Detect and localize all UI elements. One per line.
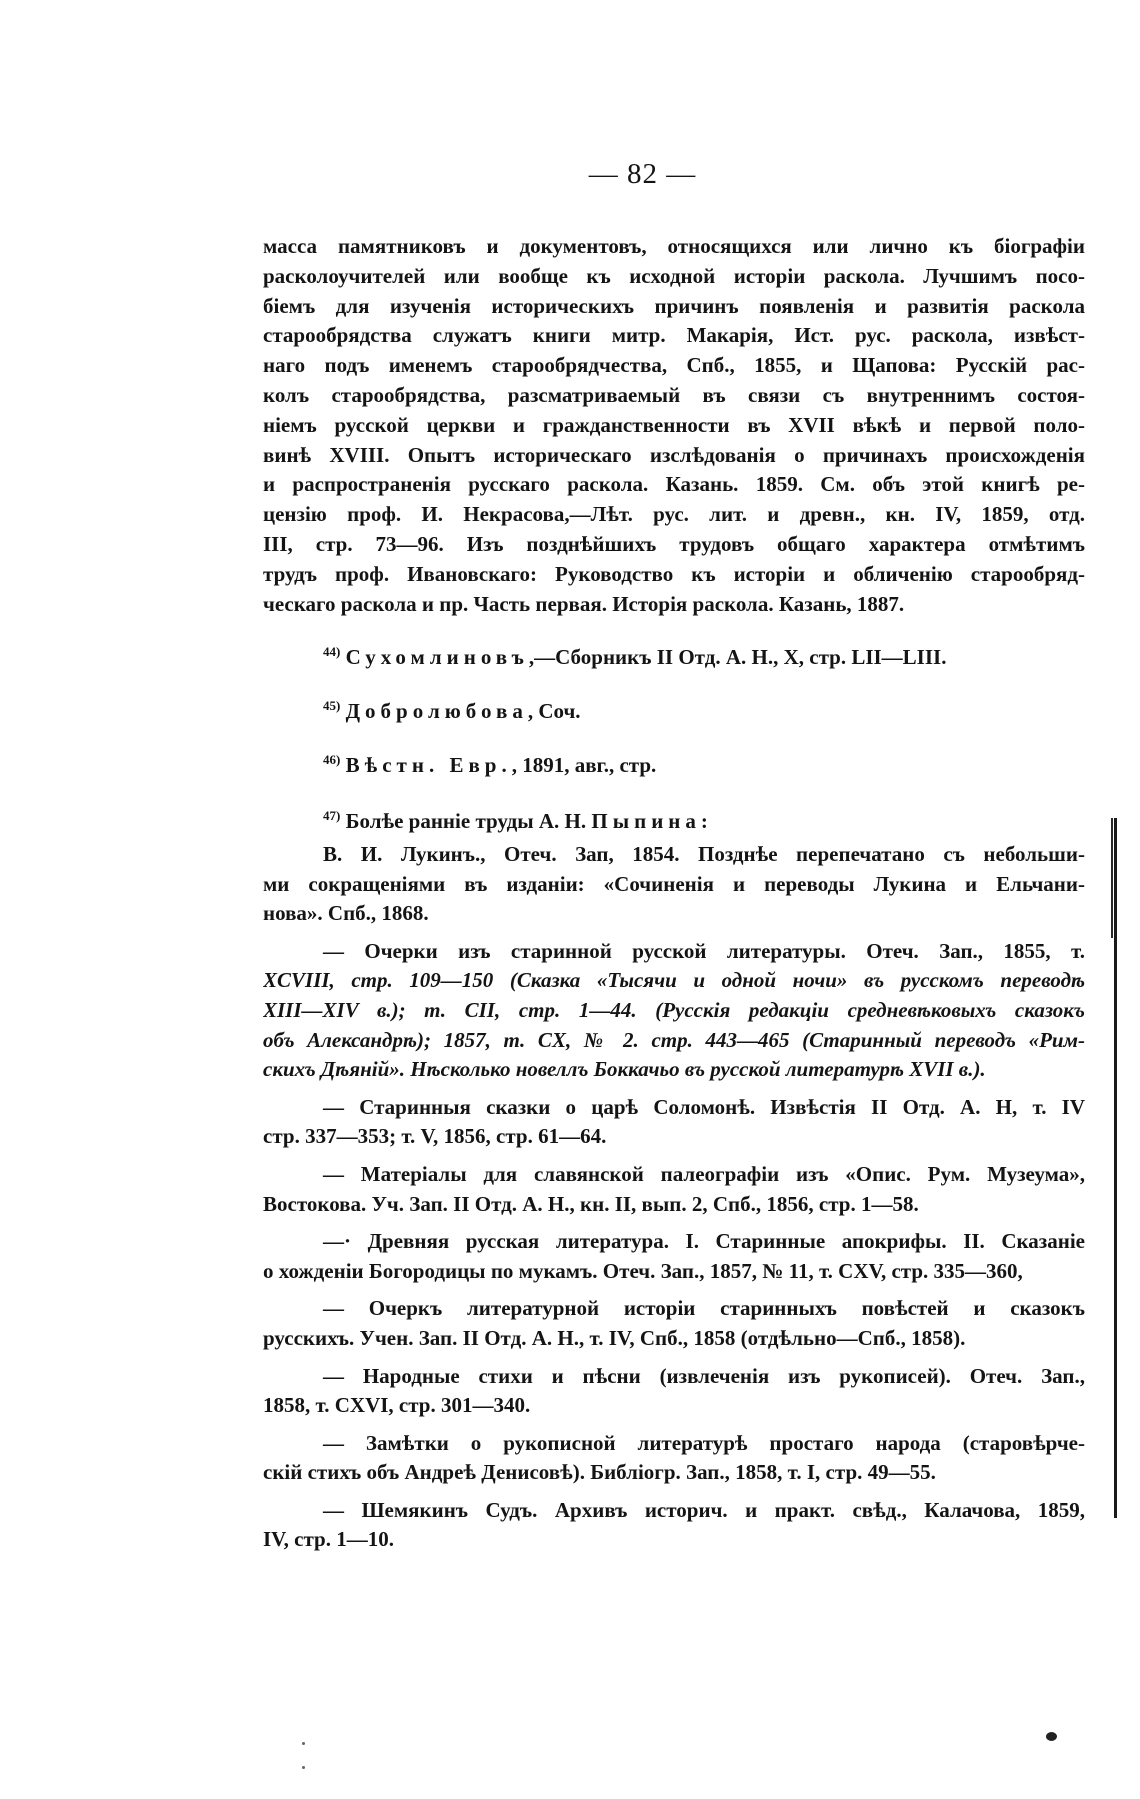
footnote-47-heading	[263, 808, 1085, 834]
ink-speck	[1046, 1732, 1057, 1741]
text-line: винѣ XVIII. Опытъ историческаго изслѣдованія о причинахъ происхожденія	[263, 442, 1085, 467]
footnote-46	[263, 752, 1085, 778]
text-line: IV, стр. 1—10.	[263, 1527, 394, 1552]
text-line: объ Александрѣ); 1857, т. CX, № 2. стр. 443—465 (Старинный переводъ «Рим-	[263, 1027, 1085, 1052]
bibliography-entry	[263, 937, 1085, 1085]
text-line: — Очерки изъ старинной русской литературы. Отеч. Зап., 1855, т.	[323, 938, 1085, 963]
text-line: наго подъ именемъ старообрядчества, Спб., 1855, и Щапова: Русскій рас-	[263, 353, 1085, 378]
text-line: старообрядства служатъ книги митр. Макарія, Ист. рус. раскола, извѣст-	[263, 323, 1085, 348]
text-line: ніемъ русской церкви и гражданственности въ XVII вѣкѣ и первой поло-	[263, 412, 1085, 437]
footnote-number: 45)	[323, 698, 341, 713]
text-line: XCVIII, стр. 109—150 (Сказка «Тысячи и одной ночи» въ русскомъ переводѣ	[263, 968, 1085, 993]
text-line: — Замѣтки о рукописной литературѣ простаго народа (старовѣрче-	[323, 1430, 1085, 1455]
text-line: скихъ Дѣяній». Нѣсколько новеллъ Боккачьо въ русской литературѣ XVII в.).	[263, 1057, 986, 1082]
text-line: ческаго раскола и пр. Часть первая. Исторія раскола. Казань, 1887.	[263, 591, 905, 616]
text-line: стр. 337—353; т. V, 1856, стр. 61—64.	[263, 1124, 607, 1149]
bibliography-entry	[263, 1294, 1085, 1353]
text-line: трудъ проф. Ивановскаго: Руководство къ исторіи и обличенію старообряд-	[263, 561, 1085, 586]
text-line: и распространенія русскаго раскола. Казань. 1859. См. объ этой книгѣ ре-	[263, 472, 1085, 497]
text-line: колъ старообрядства, разсматриваемый въ связи съ внутреннимъ состоя-	[263, 382, 1085, 407]
footnote-author: Вѣстн. Евр.	[345, 753, 512, 777]
page-number: — 82 —	[588, 158, 697, 190]
text-line: нова». Спб., 1868.	[263, 901, 429, 926]
text-line: — Матеріалы для славянской палеографіи изъ «Опис. Рум. Музеума»,	[323, 1161, 1085, 1186]
footnote-44	[263, 644, 1085, 670]
bibliography-entry	[263, 1496, 1085, 1555]
text-line: цензію проф. И. Некрасова,—Лѣт. рус. лит. и древн., кн. IV, 1859, отд.	[263, 502, 1085, 527]
footnote-text: :	[700, 809, 708, 833]
text-line: ми сокращеніями въ изданіи: «Сочиненія и переводы Лукина и Ельчани-	[263, 871, 1085, 896]
margin-rule	[1111, 818, 1113, 938]
bibliography-entry	[263, 1429, 1085, 1488]
text-line: 1858, т. CXVI, стр. 301—340.	[263, 1393, 531, 1418]
text-line: XIII—XIV в.); т. CII, стр. 1—44. (Русскія редакціи средневѣковыхъ сказокъ	[263, 997, 1085, 1022]
footnote-number: 47)	[323, 808, 341, 823]
ink-speck	[302, 1742, 305, 1745]
footnote-text: , Соч.	[527, 699, 581, 723]
text-line: —· Древняя русская литература. I. Старинные апокрифы. II. Сказаніе	[323, 1229, 1085, 1254]
text-line: Востокова. Уч. Зап. II Отд. А. Н., кн. II, вып. 2, Спб., 1856, стр. 1—58.	[263, 1191, 919, 1216]
text-line: біемъ для изученія историческихъ причинъ появленія и развитія раскола	[263, 293, 1085, 318]
bibliography-entry	[263, 1093, 1085, 1152]
text-line: — Народные стихи и пѣсни (извлеченія изъ рукописей). Отеч. Зап.,	[323, 1363, 1085, 1388]
footnote-author: Пыпина	[591, 809, 701, 833]
bibliography-entry	[263, 1362, 1085, 1421]
text-line: В. И. Лукинъ., Отеч. Зап, 1854. Позднѣе перепечатано съ небольши-	[323, 842, 1085, 866]
footnote-author: Сухомлиновъ	[345, 645, 529, 669]
footnote-text: ,—Сборникъ II Отд. А. Н., X, стр. LII—LIII.	[528, 645, 947, 669]
bibliography-entry	[263, 1160, 1085, 1219]
footnote-47-entries	[263, 840, 1085, 1563]
text-line: скій стихъ объ Андреѣ Денисовѣ). Библіогр. Зап., 1858, т. I, стр. 49—55.	[263, 1460, 936, 1485]
text-line: расколоучителей или вообще къ исходной исторіи раскола. Лучшимъ посо-	[263, 263, 1085, 288]
text-line: — Старинныя сказки о царѣ Соломонѣ. Извѣстія II Отд. А. Н, т. IV	[323, 1094, 1085, 1119]
text-line: — Шемякинъ Судъ. Архивъ историч. и практ. свѣд., Калачова, 1859,	[323, 1497, 1085, 1522]
text-line: — Очеркъ литературной исторіи старинныхъ повѣстей и сказокъ	[323, 1296, 1085, 1321]
footnote-text: , 1891, авг., стр.	[511, 753, 657, 777]
main-paragraph	[263, 232, 1085, 619]
text-line: III, стр. 73—96. Изъ позднѣйшихъ трудовъ общаго характера отмѣтимъ	[263, 531, 1085, 556]
footnote-author: Добролюбова	[345, 699, 528, 723]
footnote-number: 46)	[323, 752, 341, 767]
text-line: русскихъ. Учен. Зап. II Отд. А. Н., т. IV, Спб., 1858 (отдѣльно—Спб., 1858).	[263, 1325, 966, 1350]
footnote-45	[263, 698, 1085, 724]
text-line: о хожденіи Богородицы по мукамъ. Отеч. Зап., 1857, № 11, т. CXV, стр. 335—360,	[263, 1258, 1023, 1283]
footnote-text: Болѣе ранніе труды А. Н.	[345, 809, 592, 833]
footnote-number: 44)	[323, 644, 341, 659]
ink-speck	[302, 1766, 305, 1769]
text-line: масса памятниковъ и документовъ, относящихся или лично къ біографіи	[263, 234, 1085, 258]
bibliography-entry	[263, 840, 1085, 929]
margin-rule	[1114, 818, 1117, 1518]
bibliography-entry	[263, 1227, 1085, 1286]
